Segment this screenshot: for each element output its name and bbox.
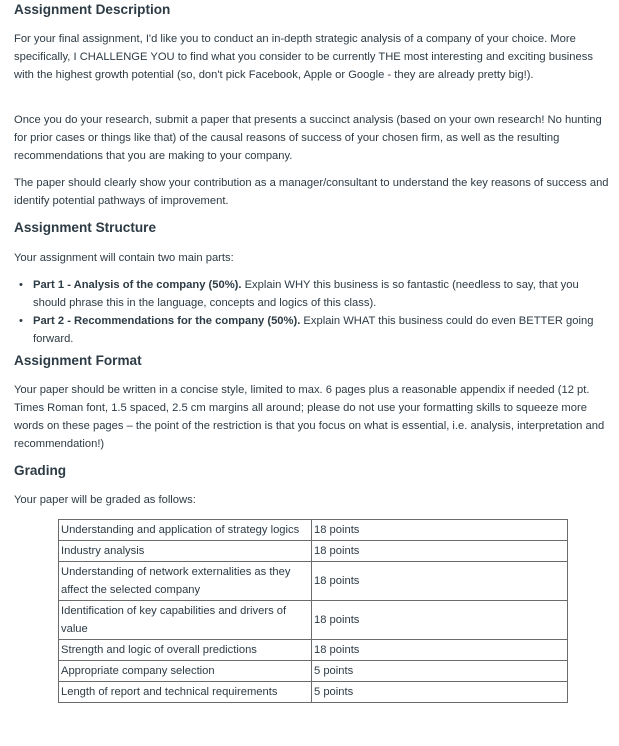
points-cell: 18 points — [312, 541, 568, 562]
table-row — [59, 541, 568, 562]
format-paragraph: Your paper should be written in a concise style, limited to max. 6 pages plus a reasonable appendix if needed (12 pt. Times Roman font, 1.5 spaced, 2.5 cm margins all around; please do not use your formatting skills to squeeze more words on these pages – the point of the restriction is that you focus on what is essential, i.e. analysis, interpretation and recommendation!) — [14, 384, 605, 450]
assignment-structure-heading: Assignment Structure — [14, 220, 157, 235]
description-paragraph-1: For your final assignment, I'd like you to conduct an in-depth strategic analysis of a company of your choice. More specifically, I CHALLENGE YOU to find what you consider to be currently THE most interesting and exciting business with the highest growth potential (so, don't pick Facebook, Apple or Google - they are already pretty big!). — [14, 33, 593, 81]
criterion-cell: Length of report and technical requirements — [59, 682, 312, 703]
bullet-glyph: • — [19, 279, 23, 291]
list-item — [14, 312, 614, 348]
table-row — [59, 661, 568, 682]
structure-list — [14, 276, 614, 348]
list-item-text: Explain WHAT this business could do even BETTER going forward. — [33, 315, 594, 345]
criterion-cell: Understanding and application of strategy logics — [59, 520, 312, 541]
table-row — [59, 601, 568, 640]
table-row — [59, 520, 568, 541]
grading-intro: Your paper will be graded as follows: — [14, 494, 196, 506]
assignment-format-heading: Assignment Format — [14, 353, 142, 368]
structure-intro: Your assignment will contain two main parts: — [14, 252, 234, 264]
criterion-cell: Appropriate company selection — [59, 661, 312, 682]
list-item-title: Part 1 - Analysis of the company (50%). — [33, 279, 242, 291]
points-cell: 18 points — [312, 520, 568, 541]
list-item-title: Part 2 - Recommendations for the company (50%). — [33, 315, 301, 327]
criterion-cell: Understanding of network externalities as they affect the selected company — [59, 562, 312, 601]
list-item — [14, 276, 614, 312]
bullet-glyph: • — [19, 315, 23, 327]
table-row — [59, 562, 568, 601]
points-cell: 5 points — [312, 682, 568, 703]
criterion-cell: Industry analysis — [59, 541, 312, 562]
criterion-cell: Strength and logic of overall predictions — [59, 640, 312, 661]
assignment-description-heading: Assignment Description — [14, 2, 171, 17]
grading-heading: Grading — [14, 463, 67, 478]
points-cell: 18 points — [312, 562, 568, 601]
criterion-cell: Identification of key capabilities and drivers of value — [59, 601, 312, 640]
description-paragraph-2: Once you do your research, submit a paper that presents a succinct analysis (based on your own research! No hunting for prior cases or things like that) of the causal reasons of success of your chosen firm, as well as the resulting recommendations that you are making to your company. — [14, 114, 602, 162]
table-row — [59, 682, 568, 703]
grading-table — [58, 519, 568, 703]
list-item-text: Explain WHY this business is so fantastic (needless to say, that you should phrase this in the language, concepts and logics of this class). — [33, 279, 579, 309]
points-cell: 18 points — [312, 601, 568, 640]
points-cell: 5 points — [312, 661, 568, 682]
points-cell: 18 points — [312, 640, 568, 661]
table-row — [59, 640, 568, 661]
description-paragraph-3: The paper should clearly show your contribution as a manager/consultant to understand the key reasons of success and identify potential pathways of improvement. — [14, 177, 609, 207]
